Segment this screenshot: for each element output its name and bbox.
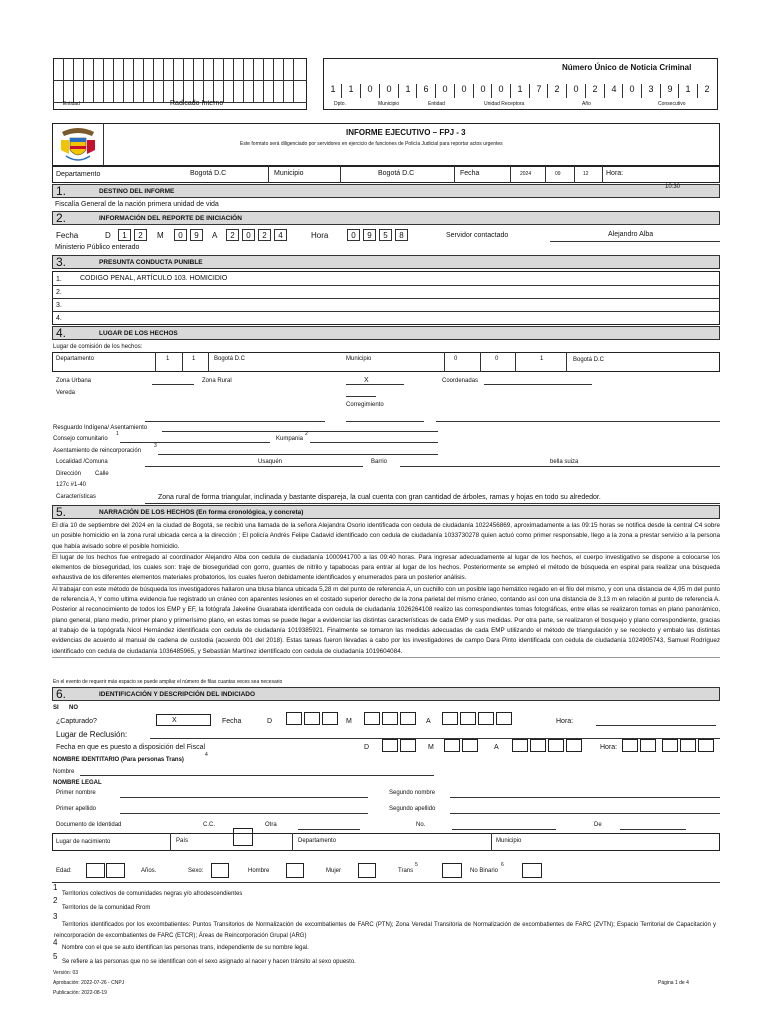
capturado-box	[156, 714, 211, 726]
section-5-header	[52, 505, 720, 519]
destino-value: Fiscalía General de la nación primera unidad de vida	[55, 201, 219, 208]
noticia-digit: 6	[423, 84, 429, 94]
section-4-header	[52, 326, 720, 340]
departamento-value: Bogotá D.C	[190, 170, 227, 177]
lugar-mun-code: 0	[495, 356, 499, 362]
noticia-digit: 1	[405, 84, 411, 94]
version-label: Versión: 03	[53, 970, 79, 976]
ministerio-label: Ministerio Público enterado	[55, 244, 140, 251]
disposicion-m-label: M	[428, 744, 434, 751]
segundo-apellido-label: Segundo apellido	[389, 806, 436, 812]
capturado-label: ¿Capturado?	[56, 718, 97, 725]
disposicion-a-label: A	[494, 744, 499, 751]
primer-nombre-label: Primer nombre	[56, 790, 96, 796]
zona-rural-mark: X	[364, 377, 369, 384]
footnote-5-num: 5	[53, 952, 58, 961]
narracion-note: En el evento de requerir más espacio se puede ampliar el número de filas cuantas veces sea necesario	[53, 679, 283, 685]
noticia-digit: 3	[648, 84, 654, 94]
lugar-mun-code: 1	[540, 356, 544, 362]
nombre-label: Nombre	[53, 769, 75, 775]
noticia-digit: 2	[704, 84, 710, 94]
form-title: INFORME EJECUTIVO – FPJ - 3	[346, 128, 466, 137]
caracteristicas-label: Características	[56, 494, 97, 500]
lugar-mun-code: 0	[454, 356, 458, 362]
captura-m-label: M	[346, 718, 352, 725]
section-6-title: IDENTIFICACIÓN Y DESCRIPCIÓN DEL INDICIADO	[99, 691, 256, 698]
noticia-label-consecutivo: Consecutivo	[658, 101, 686, 107]
departamento-label: Departamento	[56, 171, 101, 178]
disposicion-hora-label: Hora:	[600, 744, 618, 751]
lugar-dep-value: Bogotá D.C	[214, 356, 246, 362]
barrio-value: bella suiza	[550, 459, 579, 465]
noticia-digit: 0	[573, 84, 579, 94]
section-6-number: 6.	[56, 687, 67, 701]
noticia-digit: 1	[348, 84, 354, 94]
lugar-reclusion-label: Lugar de Reclusión:	[56, 730, 128, 739]
section-1-header	[52, 184, 720, 198]
noticia-digit: 9	[667, 84, 673, 94]
narracion	[52, 521, 720, 658]
si-label: SI	[53, 705, 59, 711]
lugar-comision-label: Lugar de comisión de los hechos:	[53, 344, 143, 350]
conducta-item-1-value: CODIGO PENAL, ARTÍCULO 103. HOMICIDIO	[80, 275, 228, 282]
lugar-mun-value: Bogotá D.C	[573, 357, 605, 363]
section-5-title: NARRACIÓN DE LOS HECHOS (En forma cronológica, y concreta)	[99, 509, 304, 516]
capturado-mark: X	[172, 717, 177, 724]
noticia-digit: 0	[442, 84, 448, 94]
barrio-label: Barrio	[371, 459, 388, 465]
municipio-value: Bogotá D.C	[378, 170, 415, 177]
cc-label: C.C.	[203, 822, 215, 828]
localidad-value: Usaquén	[258, 459, 283, 465]
kumpania-label: Kumpania	[276, 436, 304, 442]
conducta-item-2-num: 2.	[56, 289, 62, 296]
noticia-label-entidad: Entidad	[428, 101, 445, 107]
section-3-title: PRESUNTA CONDUCTA PUNIBLE	[99, 259, 203, 266]
documento-no-label: No.	[416, 822, 426, 828]
lugar-departamento-label: Departamento	[56, 356, 95, 362]
reporte-fecha-label: Fecha	[56, 231, 79, 240]
reporte-m-label: M	[157, 231, 164, 240]
noticia-digit: 0	[367, 84, 373, 94]
footnotes-divider	[52, 882, 720, 883]
lugar-municipio-label: Municipio	[346, 356, 372, 362]
fecha-label: Fecha	[460, 170, 480, 177]
footnote-3-num: 3	[53, 912, 58, 921]
noticia-digits	[323, 84, 718, 98]
captura-d-label: D	[267, 718, 273, 725]
reporte-m-cell: 0	[174, 229, 187, 241]
reporte-d-label: D	[105, 231, 111, 240]
footnote-4-num: 4	[53, 938, 58, 947]
reporte-a-label: A	[212, 231, 218, 240]
documento-label: Documento de Identidad	[56, 822, 122, 828]
lugar-dep-code: 1	[192, 356, 196, 362]
noticia-label-anio: Año	[582, 101, 591, 107]
reporte-m-cell: 9	[190, 229, 203, 241]
noticia-digit: 0	[461, 84, 467, 94]
reporte-d-cell: 2	[134, 229, 147, 241]
footnote-ref-6: 6	[501, 862, 504, 868]
anios-label: Años.	[141, 868, 157, 874]
fecha-day: 12	[583, 171, 589, 177]
conducta-item-1-num: 1.	[56, 276, 62, 283]
section-6-header	[52, 687, 720, 701]
footnote-ref-3: 3	[154, 443, 157, 449]
hora-label: Hora:	[606, 170, 624, 177]
edad-label: Edad:	[56, 868, 72, 874]
section-2-header	[52, 211, 720, 225]
footnote-ref-5: 5	[415, 862, 418, 868]
sexo-label: Sexo:	[188, 868, 204, 874]
nac-departamento-label: Departamento	[298, 838, 337, 844]
noticia-label-unidad: Unidad Receptora	[484, 101, 525, 107]
no-label: NO	[69, 705, 78, 711]
reporte-a-cell: 4	[274, 229, 287, 241]
reporte-hora-cell: 9	[363, 229, 376, 241]
asentamiento-label: Asentamiento de reincorporación	[53, 448, 142, 454]
footnote-4: Nombre con el que se auto identifican las personas trans, independiente de su nombre legal.	[62, 945, 309, 951]
reporte-a-cell: 2	[226, 229, 239, 241]
reporte-a-cell: 0	[242, 229, 255, 241]
noticia-digit: 1	[517, 84, 523, 94]
section-1-title: DESTINO DEL INFORME	[99, 188, 175, 195]
reporte-a-cell: 2	[258, 229, 271, 241]
segundo-nombre-label: Segundo nombre	[389, 790, 436, 796]
pais-label: País	[176, 838, 189, 844]
nombre-identitario-label: NOMBRE IDENTITARIO (Para personas Trans)	[53, 757, 184, 763]
vereda-label: Vereda	[56, 390, 76, 396]
section-4-title: LUGAR DE LOS HECHOS	[99, 330, 178, 337]
trans-label: Trans	[398, 868, 414, 874]
lugar-dept-row	[52, 352, 720, 372]
footnote-3: Territorios identificados por los excombatientes: Puntos Transitorios de Normalización de excombatientes de FARC (PTN); Zona Veredal Transitoria de Normalización de excombatientes de FARC (ZVTN); Espacio Territorial de Capacitación y reincorporación de excombatientes de FARC (ETCR); Áreas de Reincorporación Grupal (ARG)	[54, 922, 716, 939]
noticia-digit: 0	[498, 84, 504, 94]
no-binario-label: No Binario	[470, 868, 499, 874]
footnote-2-num: 2	[53, 896, 58, 905]
disposicion-d-label: D	[364, 744, 370, 751]
hombre-label: Hombre	[248, 868, 270, 874]
publicacion-label: Publicación: 2022-08-19	[53, 990, 107, 996]
footnote-5: Se refiere a las personas que no se identifican con el sexo asignado al nacer y hacen tránsito al sexo opuesto.	[62, 959, 356, 965]
noticia-label-dpto: Dpto.	[334, 101, 346, 107]
noticia-digit: 1	[330, 84, 336, 94]
fecha-year: 2024	[520, 171, 532, 177]
mujer-label: Mujer	[326, 868, 342, 874]
localidad-label: Localidad /Comuna	[56, 459, 108, 465]
section-1-number: 1.	[56, 184, 67, 198]
documento-de-label: De	[594, 822, 602, 828]
section-3-number: 3.	[56, 255, 67, 269]
entidad-grid	[53, 58, 307, 102]
form-subtitle: Este formato será diligenciado por servidores en ejercicio de funciones de Policía Judicial para reportar actos urgentes	[240, 141, 503, 147]
conducta-item-3-num: 3.	[56, 302, 62, 309]
entidad-label: Entidad	[63, 101, 80, 107]
page-number: Página 1 de 4	[658, 980, 689, 986]
caracteristicas-value: Zona rural de forma triangular, inclinada y bastante dispareja, la cual cuenta con gran cantidad de árboles, ramas y hojas en todo su alrededor.	[158, 494, 601, 501]
radicado-label: Radicado Interno	[170, 100, 224, 107]
logo-divider	[103, 123, 104, 166]
servidor-value: Alejandro Alba	[608, 231, 654, 238]
fecha-month: 09	[555, 171, 561, 177]
noticia-label-municipio: Municipio	[378, 101, 400, 107]
narracion-paragraph: El lugar de los hechos fue entregado al coordinador Alejandro Alba con cedula de ciudadanía 1000941700 a las 09:40 horas. Para ingresar adecuadamente al lugar de los hechos, el cuerpo investigativo se dispone a colocarse los elementos de bioseguridad, los cuales son: traje de bioseguridad con gorro, guantes de nitrilo y tapabocas para entrar al lugar de los hechos. Posteriormente se empleó el método de búsqueda en espiral para realizar una búsqueda exhaustiva de los diferentes elementos materiales probatorios, los cuales fueron debidamente identificados y enumerados para un posterior análisis.	[52, 553, 720, 585]
captura-a-label: A	[426, 718, 431, 725]
section-4-number: 4.	[56, 326, 67, 340]
noticia-digit: 0	[629, 84, 635, 94]
noticia-digit: 2	[554, 84, 560, 94]
nombre-legal-label: NOMBRE LEGAL	[53, 780, 102, 786]
municipio-label: Municipio	[274, 170, 304, 177]
footnote-2: Territorios de la comunidad Rrom	[62, 905, 151, 911]
noticia-title: Número Único de Noticia Criminal	[562, 63, 692, 72]
noticia-digit: 0	[480, 84, 486, 94]
section-2-number: 2.	[56, 211, 67, 225]
conducta-item-4-num: 4.	[56, 315, 62, 322]
captura-hora-label: Hora:	[556, 718, 574, 725]
primer-apellido-label: Primer apellido	[56, 806, 97, 812]
consejo-label: Consejo comunitario	[53, 436, 108, 442]
resguardo-label: Resguardo Indígena/ Asentamiento	[53, 425, 148, 431]
servidor-label: Servidor contactado	[446, 232, 509, 239]
coordenadas-label: Coordenadas	[442, 378, 479, 384]
section-3-header	[52, 255, 720, 269]
reporte-hora-cell: 8	[395, 229, 408, 241]
fecha-disposicion-label: Fecha en que es puesto a disposición del Fiscal	[56, 744, 206, 751]
calle-label: Calle	[95, 471, 109, 477]
noticia-digit: 2	[592, 84, 598, 94]
noticia-digit: 0	[386, 84, 392, 94]
noticia-digit: 1	[685, 84, 691, 94]
footnote-ref-2: 2	[305, 431, 308, 437]
noticia-digit: 7	[536, 84, 542, 94]
otra-label: Otra	[265, 822, 277, 828]
reporte-hora-label: Hora	[311, 231, 329, 240]
footnote-ref-1: 1	[116, 431, 119, 437]
hora-value: 10:30	[665, 184, 681, 190]
nacimiento-row	[52, 833, 720, 851]
footnote-ref-4: 4	[205, 752, 208, 758]
captura-fecha-label: Fecha	[222, 718, 242, 725]
noticia-digit: 4	[611, 84, 617, 94]
narracion-paragraph: Al trabajar con este método de búsqueda los investigadores hallaron una blusa blanca ubicada 5,28 m del punto de referencia A, un cuchillo con un posible lago hemático regado en el filo del mismo, y con una distancia de 4,95 m del punto de referencia A, Y como ultima evidencia fue registrado un cráneo con aparentes lesiones en el costado superior derecho de la zona parietal del mismo cráneo, contando así con una distancia de 3,13 m en relación al punto de referencia A. Posterior al reconocimiento de todos los EMP y EF, la fotógrafa Jakeline Guarabata identificada con cedula de ciudadanía 1026264108 realizo las correspondientes tomas fotográficas, entre ellas se realizaron tomas en plano panorámico, plano general, plano medio, primer plano y primerísimo plano, en estas tomas se puede llegar a evidenciar las distintas características de cada EMP y sus medidas. Por otra parte, se realizaron el bosquejo y plano correspondiente, gracias al trabajo de la topógrafa Nicol Hernández identificada con cedula de ciudadanía 1019385921. Finalmente se tomaron las medidas adecuadas de cada EMP utilizando el método de triangulación y se recolecto y embalo las distintas evidencias de acuerdo al manual de cadena de custodia (acuerdo 001 del 2018). Estas tareas fueron llevadas a cabo por los investigadores de campo Dara Pinto identificada con cedula de ciudadanía 1024905743, Samuel Rodríguez identificado con cedula de ciudadanía 1036485965, y Sebastián Martínez identificado con cedula de ciudadanía 1019604084.	[52, 585, 720, 658]
nac-municipio-label: Municipio	[496, 838, 522, 844]
zona-rural-label: Zona Rural	[202, 378, 232, 384]
direccion-label: Dirección	[56, 471, 82, 477]
reporte-hora-cell: 5	[379, 229, 392, 241]
section-2-title: INFORMACIÓN DEL REPORTE DE INICIACIÓN	[99, 215, 242, 222]
reporte-hora-cell: 0	[347, 229, 360, 241]
coat-of-arms-icon	[58, 126, 98, 164]
reporte-d-cell: 1	[118, 229, 131, 241]
aprobacion-label: Aprobación: 2022-07-26 - CNPJ	[53, 980, 125, 986]
footnote-1-num: 1	[53, 883, 58, 892]
zona-urbana-label: Zona Urbana	[56, 378, 92, 384]
corregimiento-label: Corregimiento	[346, 402, 384, 408]
footnote-1: Territorios colectivos de comunidades negras y/o afrodescendientes	[62, 891, 243, 897]
narracion-paragraph: El día 10 de septiembre del 2024 en la ciudad de Bogotá, se recibió una llamada de la señora Alejandra Osorio identificada con cedula de ciudadanía 1022456869, aproximadamente a las 09:15 horas se notifica desde la central C4 sobre un posible homicidio en la zona rural ubicada cerca a la dirección ; El policía Andrés Felipe Cadavid identificado con cedula de ciudadanía 1033730278 quien actuó como primer responsable, llego a la zona a prestar servicio a la persona que había avisado sobre el posible homicidio.	[52, 521, 720, 553]
direccion-value: 127c #1-40	[56, 482, 87, 488]
section-5-number: 5.	[56, 505, 67, 519]
lugar-dep-code: 1	[166, 356, 170, 362]
lugar-nacimiento-label: Lugar de nacimiento	[56, 839, 111, 845]
